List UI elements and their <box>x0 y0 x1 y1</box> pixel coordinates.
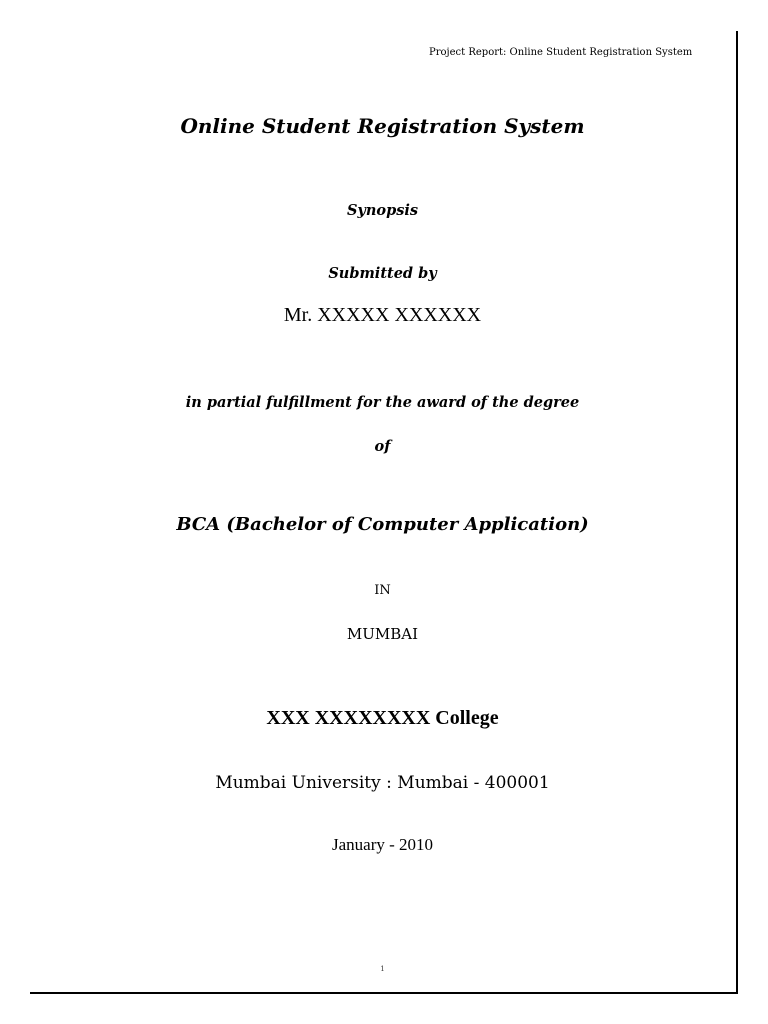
page-border-right <box>736 31 738 994</box>
in-text: IN <box>374 583 391 598</box>
submission-date: January - 2010 <box>331 835 434 854</box>
document-type: Synopsis <box>346 202 419 219</box>
college-name: XXX XXXXXXXX College <box>266 707 499 729</box>
of-text: of <box>374 438 391 455</box>
submitted-by-label: Submitted by <box>328 265 437 282</box>
degree-name: BCA (Bachelor of Computer Application) <box>176 514 589 535</box>
student-name: Mr. XXXXX XXXXXX <box>283 304 482 326</box>
running-header: Project Report: Online Student Registration System <box>429 47 693 58</box>
report-title: Online Student Registration System <box>180 114 585 138</box>
page-number: 1 <box>380 965 385 973</box>
university-address: Mumbai University : Mumbai - 400001 <box>215 773 550 793</box>
fulfillment-text: in partial fulfillment for the award of the degree <box>185 394 580 411</box>
page-border-bottom <box>30 992 738 994</box>
city-name: MUMBAI <box>346 625 419 643</box>
